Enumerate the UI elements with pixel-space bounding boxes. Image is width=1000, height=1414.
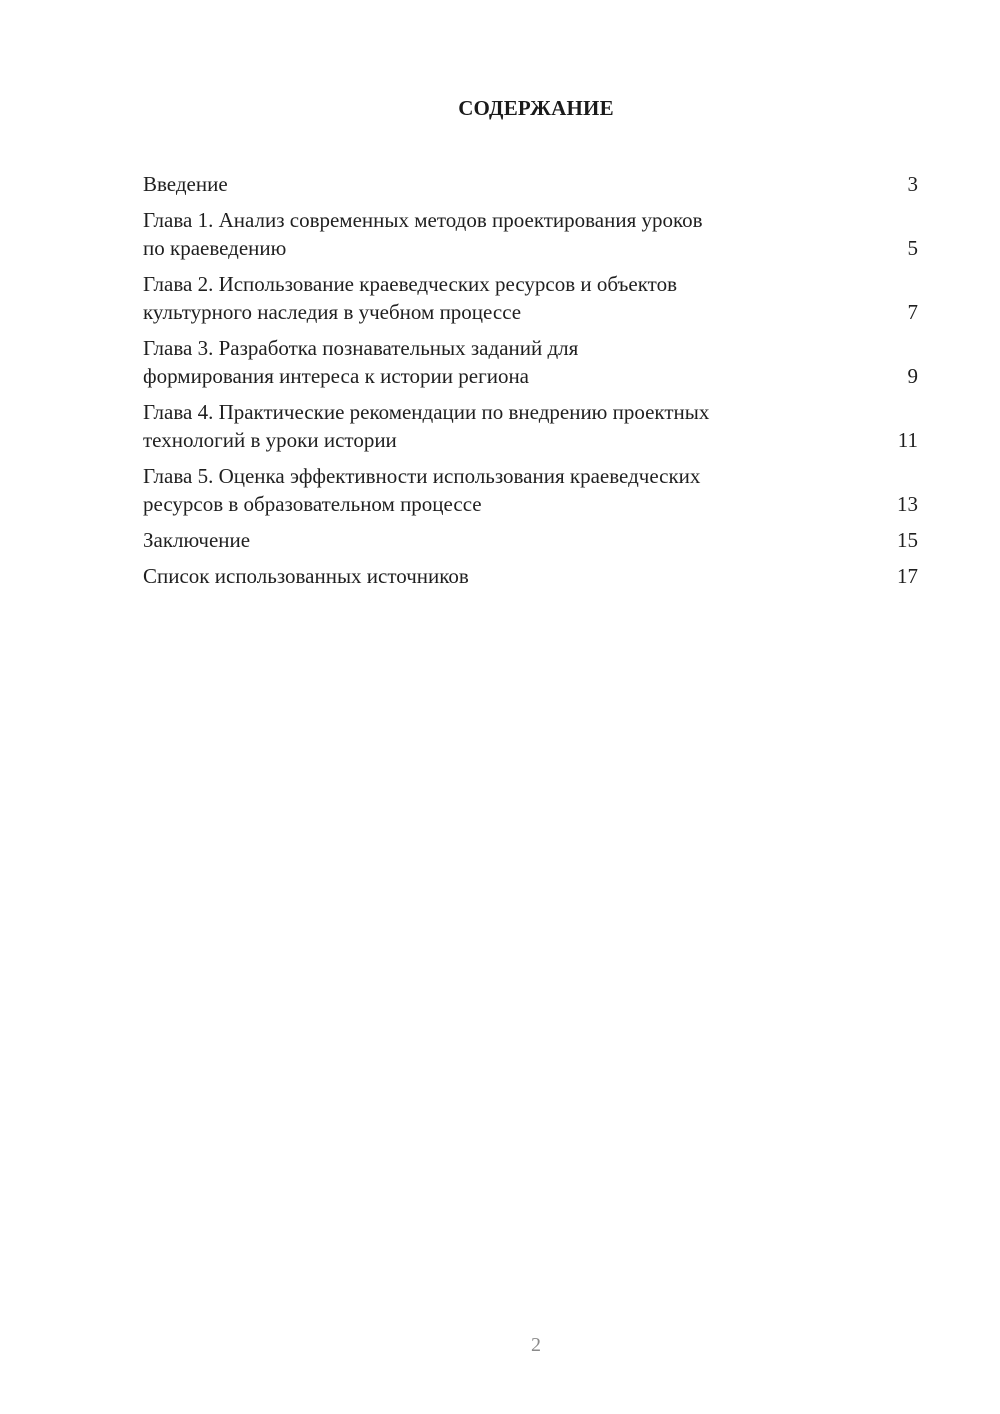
toc-entry-label-line: Глава 4. Практические рекомендации по внедрению проектных — [143, 400, 710, 424]
page-title: СОДЕРЖАНИЕ — [458, 96, 614, 120]
toc-entry-page-number: 5 — [907, 236, 918, 260]
toc-entry-label-line: Глава 5. Оценка эффективности использования краеведческих — [143, 464, 701, 488]
toc-entry-page-number: 7 — [907, 300, 918, 324]
toc-entry-label-line: Глава 3. Разработка познавательных заданий для — [143, 336, 579, 360]
toc-entry-chapter-1 — [143, 206, 918, 262]
toc-entry-page-number: 15 — [897, 528, 918, 552]
toc-entry-page-number: 3 — [907, 172, 918, 196]
toc-entry-label — [143, 398, 833, 454]
toc-entry-label-line: по краеведению — [143, 236, 287, 260]
toc-entry-conclusion — [143, 526, 918, 554]
toc-entry-label — [143, 462, 833, 518]
toc-entry-label-line: Глава 2. Использование краеведческих ресурсов и объектов — [143, 272, 677, 296]
toc-entry-references — [143, 562, 918, 590]
toc-entry-chapter-2 — [143, 270, 918, 326]
toc-entry-label-line: Заключение — [143, 528, 251, 552]
toc-entry-label — [143, 206, 833, 262]
toc-entry-label-line: формирования интереса к истории региона — [143, 364, 529, 388]
toc-entry-label-line: ресурсов в образовательном процессе — [143, 492, 482, 516]
toc-entry-page-number: 9 — [907, 364, 918, 388]
toc-entry-chapter-5 — [143, 462, 918, 518]
toc-entry-page-number: 13 — [897, 492, 918, 516]
page-number: 2 — [531, 1334, 541, 1356]
toc-entry-label — [143, 170, 833, 198]
toc-entry-label — [143, 334, 833, 390]
toc-entry-label-line: культурного наследия в учебном процессе — [143, 300, 522, 324]
toc-entry-label — [143, 270, 833, 326]
toc-entry-label-line: Введение — [143, 172, 228, 196]
toc-entry-page-number: 11 — [897, 428, 918, 452]
toc-entry-chapter-4 — [143, 398, 918, 454]
toc-entry-label-line: Список использованных источников — [143, 564, 469, 588]
toc-entry-introduction — [143, 170, 918, 198]
toc-entry-label — [143, 526, 833, 554]
toc-entry-page-number: 17 — [897, 564, 918, 588]
toc-entry-chapter-3 — [143, 334, 918, 390]
toc-entry-label — [143, 562, 833, 590]
toc-entry-label-line: технологий в уроки истории — [143, 428, 397, 452]
toc-entry-label-line: Глава 1. Анализ современных методов проектирования уроков — [143, 208, 703, 232]
table-of-contents — [143, 170, 918, 598]
